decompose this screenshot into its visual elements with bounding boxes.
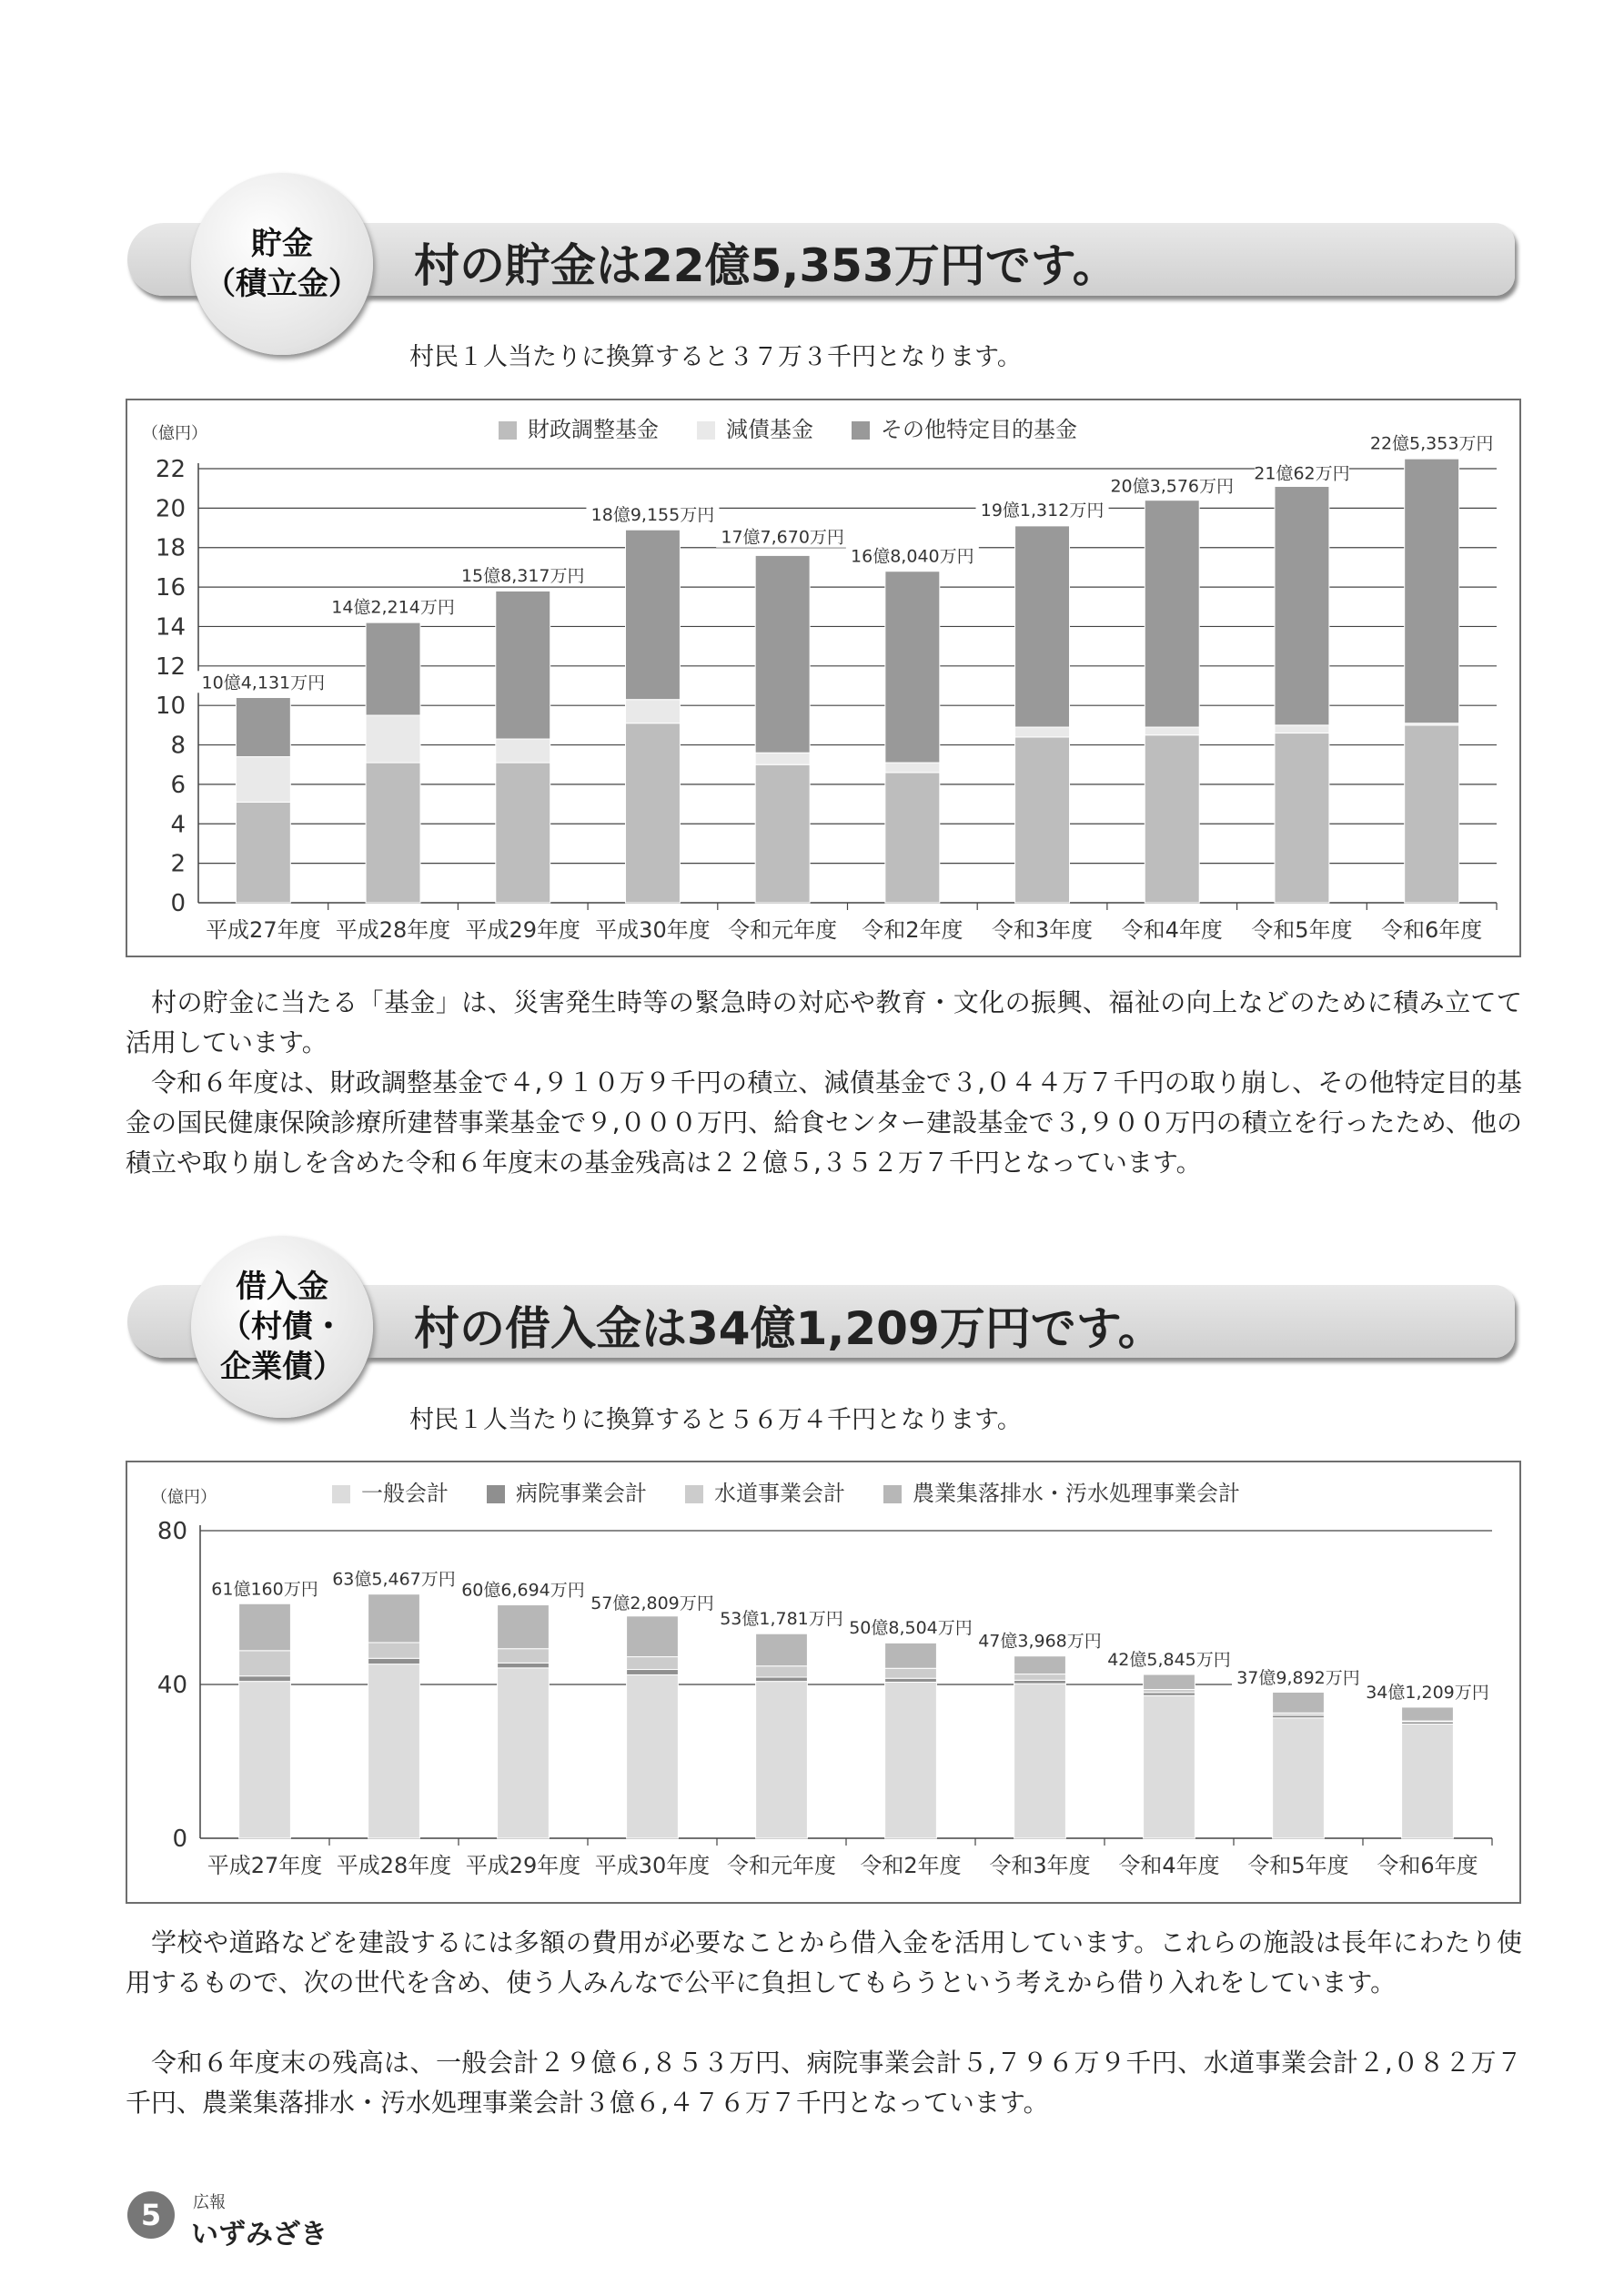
x-tick-label: 令和2年度 bbox=[860, 1853, 962, 1878]
legend-label: 財政調整基金 bbox=[528, 417, 659, 442]
bar-segment bbox=[885, 1643, 937, 1668]
bar-segment bbox=[496, 739, 550, 763]
data-label-total: 20億3,576万円 bbox=[1110, 476, 1235, 497]
data-label-total: 47億3,968万円 bbox=[978, 1631, 1102, 1652]
bar-segment bbox=[498, 1663, 550, 1667]
y-tick-label: 0 bbox=[172, 1826, 187, 1853]
section2-title: 村の借入金は34億1,209万円です。 bbox=[414, 1302, 1164, 1355]
data-label-total: 17億7,670万円 bbox=[721, 527, 844, 548]
bar-segment bbox=[1402, 1725, 1454, 1838]
bar-segment bbox=[368, 1594, 420, 1643]
bar-segment bbox=[498, 1605, 550, 1649]
data-label-total: 10億4,131万円 bbox=[201, 673, 326, 693]
legend-label: 一般会計 bbox=[361, 1481, 449, 1506]
x-tick-label: 令和3年度 bbox=[991, 917, 1094, 943]
x-tick-label: 平成27年度 bbox=[206, 917, 321, 943]
bar-segment bbox=[239, 1603, 291, 1651]
data-label-total: 60億6,694万円 bbox=[461, 1580, 585, 1601]
bar-segment bbox=[239, 1682, 291, 1838]
bar-segment bbox=[1402, 1707, 1454, 1721]
bar-segment bbox=[755, 764, 810, 903]
bar-segment bbox=[498, 1649, 550, 1664]
bar-segment bbox=[1144, 1695, 1195, 1838]
bar-segment bbox=[366, 622, 420, 715]
x-tick-label: 令和5年度 bbox=[1251, 917, 1353, 943]
section2-badge-label: 借入金 （村債・ 企業債） bbox=[220, 1269, 344, 1385]
section1-title: 村の貯金は22億5,353万円です。 bbox=[414, 239, 1118, 292]
bar-segment bbox=[755, 753, 810, 764]
bar-segment bbox=[239, 1676, 291, 1682]
y-tick-label: 16 bbox=[155, 574, 186, 602]
y-tick-label: 0 bbox=[170, 890, 186, 917]
data-label-total: 15億8,317万円 bbox=[460, 565, 585, 586]
bar-segment bbox=[1275, 487, 1329, 725]
bar-segment bbox=[625, 723, 680, 903]
x-tick-label: 平成27年度 bbox=[207, 1853, 323, 1878]
data-label-total: 63億5,467万円 bbox=[332, 1569, 456, 1590]
bar-segment bbox=[627, 1616, 679, 1657]
section2-subtitle: 村民１人当たりに換算すると５６万４千円となります。 bbox=[409, 1406, 1022, 1434]
x-tick-label: 平成28年度 bbox=[335, 917, 451, 943]
data-label-total: 19億1,312万円 bbox=[980, 501, 1105, 521]
bar-segment bbox=[1145, 501, 1199, 727]
data-label-total: 34億1,209万円 bbox=[1366, 1682, 1489, 1703]
bar-segment bbox=[627, 1674, 679, 1838]
bar-segment bbox=[885, 773, 940, 903]
x-tick-label: 令和2年度 bbox=[862, 917, 963, 943]
bar-segment bbox=[756, 1666, 808, 1677]
bar-segment bbox=[236, 698, 290, 757]
bar-segment bbox=[1275, 725, 1329, 733]
section1-subtitle: 村民１人当たりに換算すると３７万３千円となります。 bbox=[409, 343, 1022, 371]
bar-segment bbox=[368, 1643, 420, 1658]
bar-segment bbox=[236, 757, 290, 803]
bar-segment bbox=[627, 1657, 679, 1670]
x-tick-label: 令和4年度 bbox=[1121, 917, 1223, 943]
legend-swatch bbox=[685, 1485, 703, 1503]
bar-segment bbox=[1144, 1674, 1195, 1689]
bar-segment bbox=[885, 1678, 937, 1682]
bar-segment bbox=[627, 1670, 679, 1675]
y-tick-label: 6 bbox=[170, 771, 186, 799]
bar-segment bbox=[1014, 1656, 1066, 1674]
legend-swatch bbox=[852, 421, 870, 440]
y-axis-unit-label: （億円） bbox=[151, 1488, 217, 1507]
data-label-total: 57億2,809万円 bbox=[590, 1593, 714, 1613]
data-label-total: 16億8,040万円 bbox=[851, 546, 974, 567]
bar-segment bbox=[368, 1658, 420, 1664]
bar-segment bbox=[1145, 735, 1199, 903]
legend-label: 病院事業会計 bbox=[516, 1481, 647, 1506]
bar-segment bbox=[1015, 737, 1070, 903]
bar-segment bbox=[885, 1668, 937, 1678]
bar-segment bbox=[366, 763, 420, 903]
debt-chart bbox=[127, 1462, 1519, 1902]
data-label-total: 53億1,781万円 bbox=[720, 1609, 843, 1630]
bar-segment bbox=[756, 1677, 808, 1682]
x-tick-label: 令和元年度 bbox=[727, 1853, 836, 1878]
section2-paragraph-2: 令和６年度末の残高は、一般会計２９億６,８５３万円、病院事業会計５,７９６万９千円、水道事業会計２,０８２万７千円、農業集落排水・汚水処理事業会計３億６,４７６万７千円となっています。 bbox=[126, 2048, 1522, 2118]
bar-segment bbox=[755, 555, 810, 753]
legend-label: 減債基金 bbox=[726, 417, 813, 442]
bar-segment bbox=[496, 591, 550, 739]
bar-segment bbox=[1405, 459, 1459, 723]
bar-segment bbox=[236, 802, 290, 903]
x-tick-label: 令和6年度 bbox=[1377, 1853, 1478, 1878]
x-tick-label: 平成30年度 bbox=[595, 917, 711, 943]
bar-segment bbox=[1273, 1718, 1325, 1838]
bar-segment bbox=[625, 700, 680, 723]
data-label-total: 61億160万円 bbox=[211, 1579, 318, 1600]
x-tick-label: 平成29年度 bbox=[465, 1853, 581, 1878]
x-tick-label: 平成30年度 bbox=[594, 1853, 711, 1878]
section2-badge bbox=[191, 1236, 373, 1418]
y-tick-label: 2 bbox=[170, 850, 186, 878]
legend-swatch bbox=[487, 1485, 505, 1503]
data-label-total: 21億62万円 bbox=[1254, 463, 1350, 484]
y-tick-label: 12 bbox=[155, 652, 186, 681]
bar-segment bbox=[1144, 1689, 1195, 1692]
bar-segment bbox=[1015, 526, 1070, 727]
savings-chart bbox=[127, 400, 1519, 956]
bar-segment bbox=[1405, 725, 1459, 903]
y-tick-label: 4 bbox=[170, 811, 186, 839]
bar-segment bbox=[1275, 733, 1329, 903]
section1-badge bbox=[191, 173, 373, 355]
data-label-total: 42億5,845万円 bbox=[1107, 1650, 1231, 1671]
x-tick-label: 平成28年度 bbox=[336, 1853, 452, 1878]
bar-segment bbox=[1273, 1692, 1325, 1713]
y-tick-label: 40 bbox=[156, 1672, 187, 1699]
x-tick-label: 令和5年度 bbox=[1247, 1853, 1349, 1878]
bar-segment bbox=[1015, 727, 1070, 737]
x-tick-label: 令和6年度 bbox=[1381, 917, 1483, 943]
debt-chart-frame bbox=[126, 1461, 1521, 1904]
bar-segment bbox=[756, 1633, 808, 1665]
legend-swatch bbox=[332, 1485, 350, 1503]
bar-segment bbox=[1144, 1693, 1195, 1695]
bar-segment bbox=[625, 530, 680, 699]
y-tick-label: 80 bbox=[156, 1518, 187, 1545]
legend-swatch bbox=[499, 421, 517, 440]
x-tick-label: 平成29年度 bbox=[465, 917, 581, 943]
bar-segment bbox=[498, 1668, 550, 1838]
y-tick-label: 10 bbox=[155, 693, 186, 721]
section1-badge-label: 貯金 （積立金） bbox=[205, 226, 359, 302]
data-label-total: 22億5,353万円 bbox=[1369, 433, 1494, 454]
legend-swatch bbox=[697, 421, 715, 440]
publication-name: いずみざき bbox=[191, 2219, 328, 2250]
bar-segment bbox=[885, 571, 940, 763]
x-tick-label: 令和元年度 bbox=[728, 917, 838, 943]
bar-segment bbox=[1014, 1684, 1066, 1838]
section2-paragraph-1: 学校や道路などを建設するには多額の費用が必要なことから借入金を活用しています。これらの施設は長年にわたり使用するもので、次の世代を含め、使う人みんなで公平に負担してもらうという考えから借り入れをしています。 bbox=[126, 1927, 1522, 1998]
legend-label: その他特定目的基金 bbox=[881, 417, 1077, 442]
publication-label: 広報 bbox=[193, 2193, 226, 2212]
y-tick-label: 18 bbox=[155, 534, 186, 562]
bar-segment bbox=[368, 1664, 420, 1838]
bar-segment bbox=[1014, 1674, 1066, 1681]
section1-paragraph-1: 村の貯金に当たる「基金」は、災害発生時等の緊急時の対応や教育・文化の振興、福祉の向上などのために積み立てて活用しています。 bbox=[126, 987, 1522, 1057]
x-tick-label: 令和3年度 bbox=[989, 1853, 1091, 1878]
x-tick-label: 令和4年度 bbox=[1118, 1853, 1220, 1878]
legend-swatch bbox=[883, 1485, 902, 1503]
y-tick-label: 8 bbox=[170, 732, 186, 760]
bar-segment bbox=[885, 763, 940, 773]
data-label-total: 37億9,892万円 bbox=[1236, 1667, 1360, 1688]
savings-chart-frame bbox=[126, 399, 1521, 957]
bar-segment bbox=[1145, 727, 1199, 735]
data-label-total: 50億8,504万円 bbox=[849, 1617, 973, 1638]
bar-segment bbox=[496, 763, 550, 903]
bar-segment bbox=[756, 1682, 808, 1838]
bar-segment bbox=[1014, 1680, 1066, 1684]
data-label-total: 14億2,214万円 bbox=[331, 597, 455, 618]
y-axis-unit-label: （億円） bbox=[142, 424, 207, 443]
legend-label: 水道事業会計 bbox=[714, 1481, 845, 1506]
section1-paragraph-2: 令和６年度は、財政調整基金で４,９１０万９千円の積立、減債基金で３,０４４万７千円の取り崩し、その他特定目的基金の国民健康保険診療所建替事業基金で９,０００万円、給食センター建設基金で３,９００万円の積立を行ったため、他の積立や取り崩しを含めた令和６年度末の基金残高は２２億５,３５２万７千円となっています。 bbox=[126, 1067, 1522, 1178]
y-tick-label: 22 bbox=[155, 456, 186, 483]
legend-label: 農業集落排水・汚水処理事業会計 bbox=[913, 1481, 1240, 1506]
bar-segment bbox=[885, 1682, 937, 1838]
bar-segment bbox=[239, 1651, 291, 1676]
bar-segment bbox=[366, 715, 420, 763]
data-label-total: 18億9,155万円 bbox=[590, 504, 715, 525]
y-tick-label: 20 bbox=[155, 495, 186, 523]
y-tick-label: 14 bbox=[155, 613, 186, 642]
page-number: 5 bbox=[127, 2191, 175, 2239]
